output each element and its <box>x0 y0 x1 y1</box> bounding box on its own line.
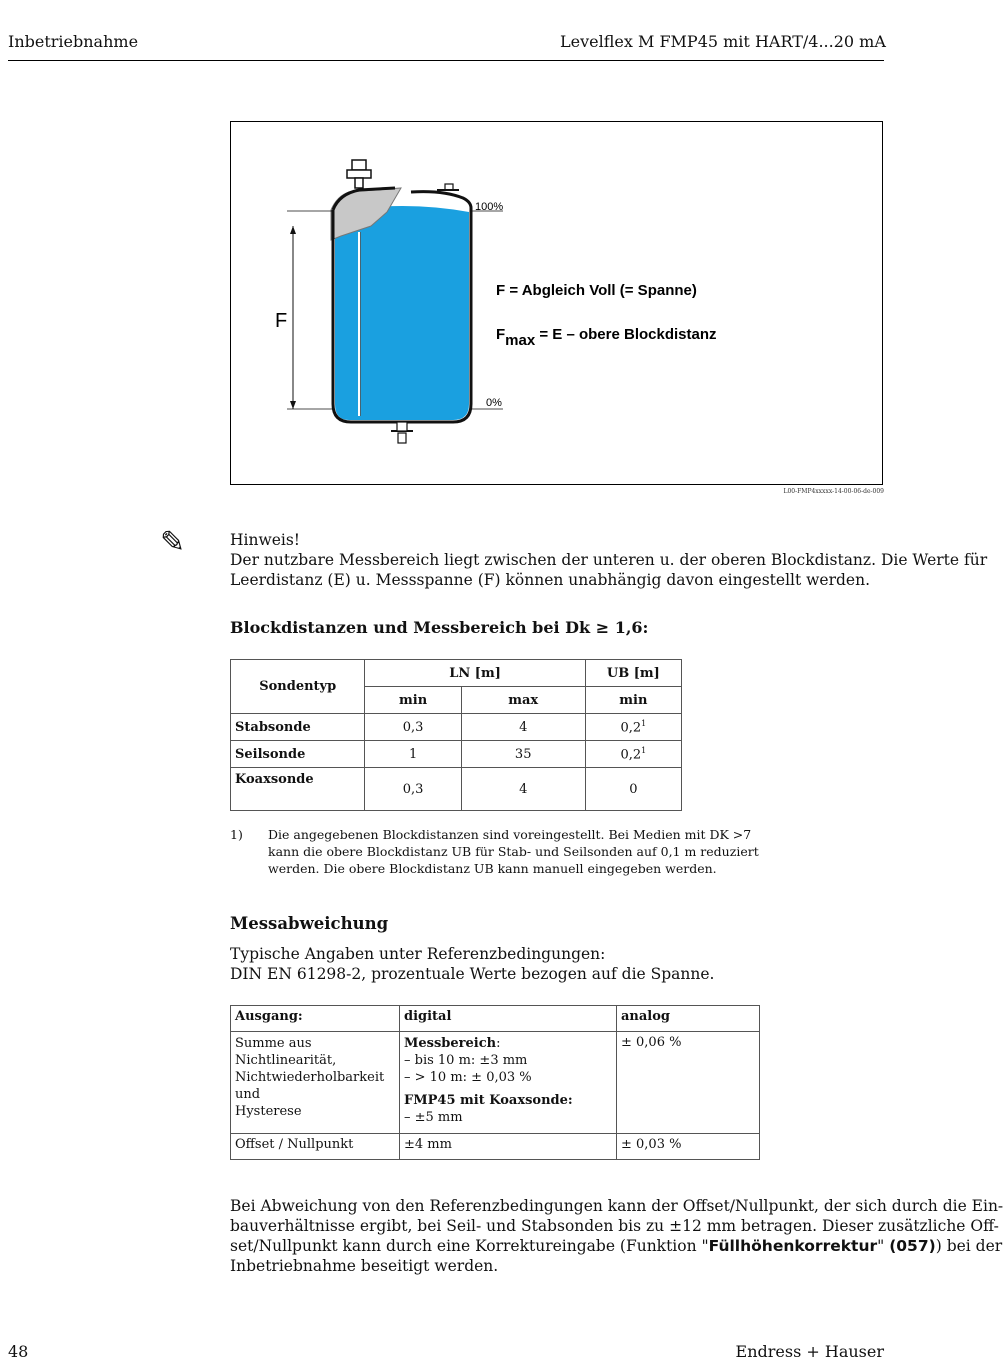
row-ln-min: 0,3 <box>365 714 461 741</box>
col-ausgang: Ausgang: <box>231 1006 400 1032</box>
header-section-title: Inbetriebnahme <box>8 32 139 51</box>
note-title: Hinweis! <box>230 531 301 549</box>
row-ln-max: 4 <box>461 768 585 811</box>
footnote-line-1: Die angegebenen Blockdistanzen sind voreingestellt. Bei Medien mit DK >7 <box>268 827 752 842</box>
sub-ln-min: min <box>365 687 461 714</box>
row2-label: Offset / Nullpunkt <box>231 1134 400 1160</box>
mess-table <box>230 1005 760 1160</box>
col-analog: analog <box>617 1006 760 1032</box>
function-code: (057) <box>889 1237 936 1255</box>
header-rule <box>8 60 884 61</box>
transmitter-housing <box>347 170 371 178</box>
row1-analog: ± 0,06 % <box>617 1032 760 1134</box>
tank-roof-right <box>411 192 471 208</box>
footnote-line-2: kann die obere Blockdistanz UB für Stab- und Seilsonden auf 0,1 m reduziert <box>268 844 759 859</box>
row-name: Koaxsonde <box>231 768 365 811</box>
tank-figure <box>230 121 883 485</box>
page-number: 48 <box>8 1342 29 1361</box>
closing-line-3: set/Nullpunkt kann durch eine Korrektureingabe (Funktion "Füllhöhenkorrektur" (057)) bei der <box>230 1237 1003 1255</box>
label-f: F <box>275 310 288 332</box>
row1-label: Summe aus Nichtlinearität, Nichtwiederholbarkeit und Hysterese <box>231 1032 400 1134</box>
table-row <box>231 714 682 741</box>
tank-diagram <box>231 122 882 484</box>
footnote-mark: 1) <box>230 827 243 842</box>
row2-digital: ±4 mm <box>400 1134 617 1160</box>
legend-line-2: Fmax = E – obere Blockdistanz <box>496 326 717 349</box>
row2-analog: ± 0,03 % <box>617 1134 760 1160</box>
label-100-percent: 100% <box>475 201 504 213</box>
figure-code: L00-FMP4xxxxx-14-00-06-de-009 <box>783 488 884 495</box>
row-ub-min: $0,2^1$ <box>585 714 681 741</box>
closing-line-2: bauverhältnisse ergibt, bei Seil- und Stabsonden bis zu ±12 mm betragen. Dieser zusätzliche Off- <box>230 1217 999 1235</box>
mess-intro-1: Typische Angaben unter Referenzbedingungen: <box>230 945 606 963</box>
block-table <box>230 659 682 811</box>
row-name: Stabsonde <box>231 714 365 741</box>
transmitter-neck <box>355 178 363 188</box>
closing-line-4: Inbetriebnahme beseitigt werden. <box>230 1257 499 1275</box>
transmitter-head <box>352 160 366 170</box>
sub-ub-min: min <box>585 687 681 714</box>
row-ln-min: 0,3 <box>365 768 461 811</box>
row-ln-min: 1 <box>365 741 461 768</box>
table-row <box>231 741 682 768</box>
mess-heading: Messabweichung <box>230 914 389 933</box>
tank-liquid <box>335 206 469 420</box>
table-row <box>231 1032 760 1134</box>
col-ln: LN [m] <box>365 660 585 687</box>
col-digital: digital <box>400 1006 617 1032</box>
note-line-1: Der nutzbare Messbereich liegt zwischen der unteren u. der oberen Blockdistanz. Die Werte für <box>230 551 988 569</box>
footer-brand: Endress + Hauser <box>735 1342 884 1361</box>
row-ub-min: 0 <box>585 768 681 811</box>
sub-ln-max: max <box>461 687 585 714</box>
pencil-icon: ✎ <box>160 525 186 560</box>
row1-digital: Messbereich: – bis 10 m: ±3 mm – > 10 m: ± 0,03 % FMP45 mit Koaxsonde: – ±5 mm <box>400 1032 617 1134</box>
col-sondentyp: Sondentyp <box>231 660 365 714</box>
mess-intro-2: DIN EN 61298-2, prozentuale Werte bezogen auf die Spanne. <box>230 965 715 983</box>
label-0-percent: 0% <box>486 397 502 409</box>
col-ub: UB [m] <box>585 660 681 687</box>
legend-line-1: F = Abgleich Voll (= Spanne) <box>496 282 697 299</box>
table-row <box>231 768 682 811</box>
row-ln-max: 35 <box>461 741 585 768</box>
row-name: Seilsonde <box>231 741 365 768</box>
closing-line-1: Bei Abweichung von den Referenzbedingungen kann der Offset/Nullpunkt, der sich durch die Ein- <box>230 1197 1003 1215</box>
table-row <box>231 1134 760 1160</box>
footnote-line-3: werden. Die obere Blockdistanz UB kann manuell eingegeben werden. <box>268 861 717 876</box>
header-document-title: Levelflex M FMP45 mit HART/4...20 mA <box>560 32 886 51</box>
function-name: Füllhöhenkorrektur <box>708 1237 878 1255</box>
block-heading: Blockdistanzen und Messbereich bei Dk ≥ 1,6: <box>230 618 649 637</box>
row-ln-max: 4 <box>461 714 585 741</box>
row-ub-min: $0,2^1$ <box>585 741 681 768</box>
note-line-2: Leerdistanz (E) u. Messspanne (F) können unabhängig davon eingestellt werden. <box>230 571 870 589</box>
